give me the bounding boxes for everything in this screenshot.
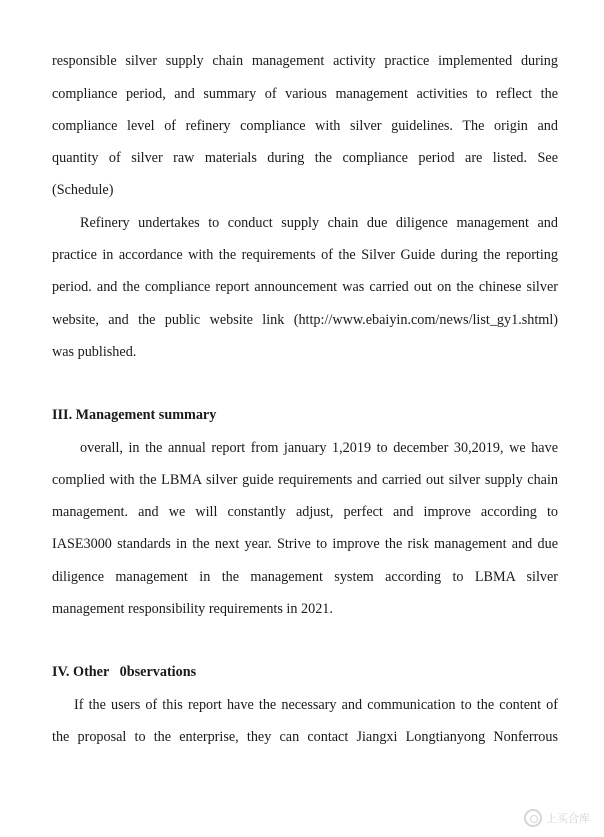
paragraph-line: responsible silver supply chain management activity practice implemented during xyxy=(52,53,558,69)
paragraph-line: website, and the public website link (http://www.ebaiyin.com/news/list_gy1.shtml) xyxy=(52,311,558,328)
paragraph-line: complied with the LBMA silver guide requirements and carried out silver supply chain xyxy=(52,471,558,488)
section-management-summary xyxy=(52,399,558,625)
watermark-text: 上买合库 xyxy=(546,812,590,825)
paragraph-line: period. and the compliance report announcement was carried out on the chinese silver xyxy=(52,279,558,296)
paragraph-line: practice in accordance with the requirements of the Silver Guide during the reporting xyxy=(52,247,558,264)
paragraph-line: management responsibility requirements in 2021. xyxy=(52,601,333,618)
paragraph-line: Refinery undertakes to conduct supply chain due diligence management and xyxy=(80,214,558,231)
paragraph-line: the proposal to the enterprise, they can contact Jiangxi Longtianyong Nonferrous xyxy=(52,728,558,745)
paragraph-line: quantity of silver raw materials during the compliance period are listed. See xyxy=(52,150,558,167)
paragraph-refinery-undertaking xyxy=(52,207,558,368)
paragraph-line: overall, in the annual report from january 1,2019 to december 30,2019, we have xyxy=(80,439,558,456)
paragraph-line: (Schedule) xyxy=(52,182,114,199)
document-page xyxy=(52,45,558,753)
watermark-logo-icon xyxy=(524,809,542,827)
paragraph-line: compliance level of refinery compliance with silver guidelines. The origin and xyxy=(52,117,558,134)
paragraph-line: compliance period, and summary of various management activities to reflect the xyxy=(52,85,558,102)
paragraph-line: was published. xyxy=(52,343,137,360)
watermark xyxy=(524,809,590,827)
paragraph-line: diligence management in the management system according to LBMA silver xyxy=(52,568,558,585)
paragraph-compliance-summary xyxy=(52,45,558,207)
section-heading: IV. Other 0bservations xyxy=(52,664,197,681)
section-gap xyxy=(52,625,558,656)
section-other-observations xyxy=(52,656,558,753)
section-gap xyxy=(52,368,558,399)
paragraph-line: IASE3000 standards in the next year. Strive to improve the risk management and due xyxy=(52,536,558,553)
paragraph-line: management. and we will constantly adjust, perfect and improve according to xyxy=(52,504,558,521)
section-heading: III. Management summary xyxy=(52,407,217,424)
paragraph-line: If the users of this report have the necessary and communication to the content of xyxy=(74,696,558,713)
